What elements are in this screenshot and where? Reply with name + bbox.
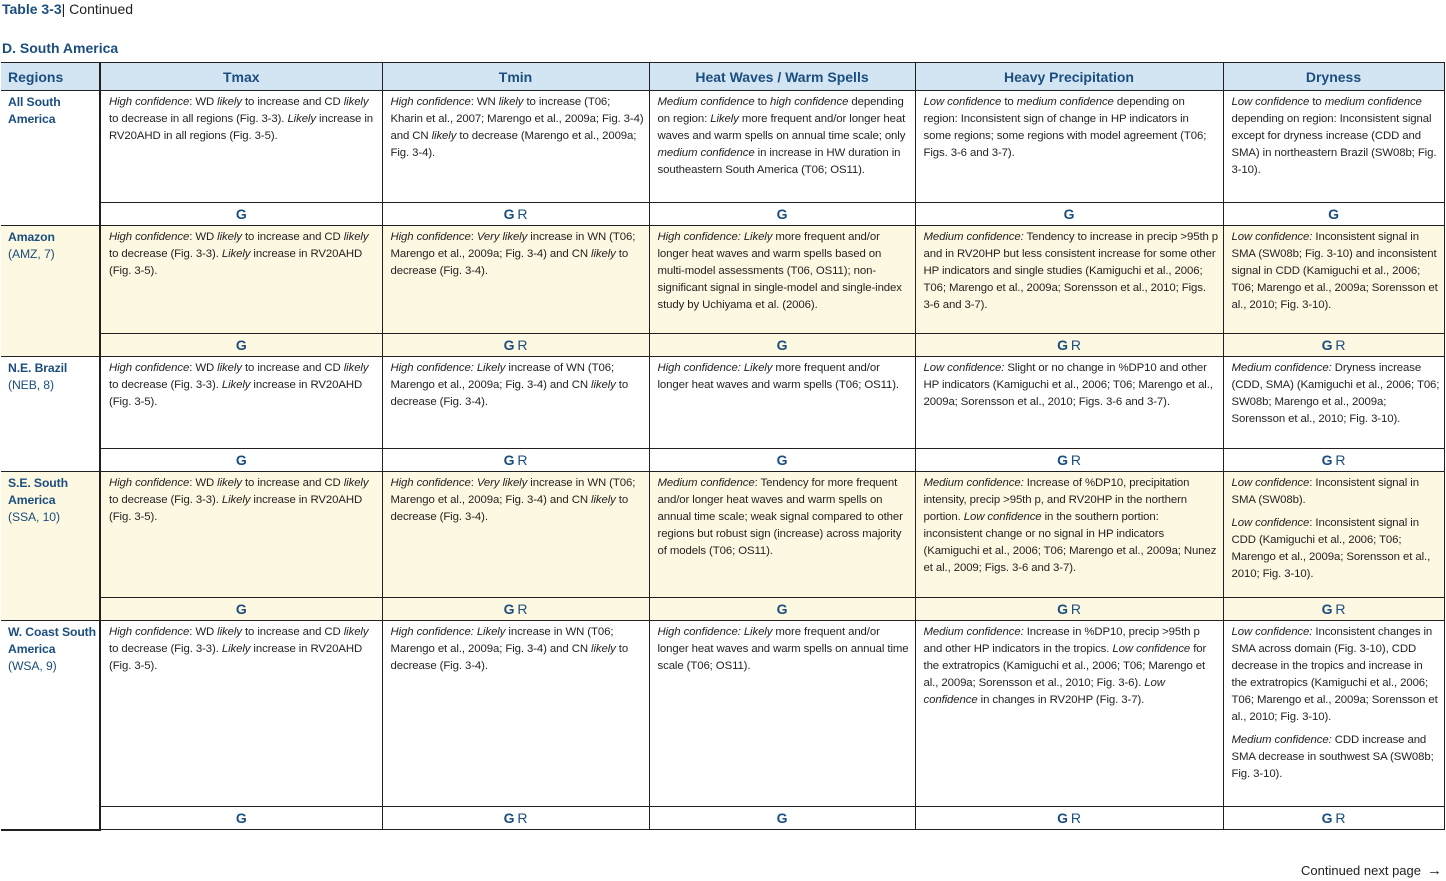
grade-r: R — [1070, 336, 1081, 353]
column-header-heat-waves: Heat Waves / Warm Spells — [649, 63, 915, 91]
table-row — [1, 226, 1444, 334]
region-name: W. Coast South America — [8, 625, 96, 656]
region-cell — [1, 91, 100, 226]
grade-g: G — [1057, 451, 1068, 468]
continued-next-page — [1301, 862, 1442, 880]
cell-heavy-precipitation: Medium confidence: Increase of %DP10, precipitation intensity, precip >95th p, and RV20HP in the northern portion. Low confidence in the southern portion: inconsistent change or no signal in HP indicators (Kamiguchi et al., 2006; T06; Marengo et al., 2009a; Nunez et al., 2009; Figs. 3-6 and 3-7). — [915, 472, 1223, 598]
grade-cell-dryness — [1223, 334, 1444, 357]
grade-cell-dryness — [1223, 807, 1444, 830]
cell-tmin: High confidence: Very likely increase in WN (T06; Marengo et al., 2009a; Fig. 3-4) and CN likely to decrease (Fig. 3-4). — [382, 226, 649, 334]
grade-g: G — [1063, 205, 1075, 222]
grade-cell-heavy-precipitation — [915, 449, 1223, 472]
column-header-tmax: Tmax — [100, 63, 382, 91]
cell-tmax: High confidence: WD likely to increase and CD likely to decrease (Fig. 3-3). Likely increase in RV20AHD (Fig. 3-5). — [100, 472, 382, 598]
column-header-dryness: Dryness — [1223, 63, 1444, 91]
grade-row — [1, 203, 1444, 226]
cell-tmax: High confidence: WD likely to increase and CD likely to decrease (Fig. 3-3). Likely increase in RV20AHD (Fig. 3-5). — [100, 226, 382, 334]
grade-g: G — [776, 809, 788, 826]
table-title — [2, 0, 133, 18]
grade-cell-dryness — [1223, 598, 1444, 621]
grade-r: R — [517, 336, 528, 353]
column-header-heavy-precipitation: Heavy Precipitation — [915, 63, 1223, 91]
grade-cell-tmax — [100, 807, 382, 830]
grade-g: G — [503, 809, 515, 826]
grade-cell-tmax — [100, 334, 382, 357]
region-cell — [1, 357, 100, 472]
grade-g: G — [1321, 336, 1333, 353]
region-code: (AMZ, 7) — [8, 247, 55, 261]
table-body — [1, 91, 1444, 830]
grade-r: R — [517, 809, 528, 826]
grade-g: G — [235, 451, 247, 468]
grade-g: G — [1057, 809, 1068, 826]
cell-heavy-precipitation: Medium confidence: Increase in %DP10, precip >95th p and other HP indicators in the tropics. Low confidence for the extratropics (Kamiguchi et al., 2006; T06; Marengo et al., 2009a; Sorensson et al., 2010; Fig. 3-6). Low confidence in changes in RV20HP (Fig. 3-7). — [915, 621, 1223, 807]
arrow-right-icon: → — [1427, 862, 1442, 879]
assessment-table — [1, 62, 1445, 831]
grade-g: G — [503, 205, 515, 222]
grade-cell-tmax — [100, 598, 382, 621]
cell-tmin: High confidence: Likely increase of WN (T06; Marengo et al., 2009a; Fig. 3-4) and CN likely to decrease (Fig. 3-4). — [382, 357, 649, 449]
grade-row — [1, 334, 1444, 357]
cell-tmin: High confidence: WN likely to increase (T06; Kharin et al., 2007; Marengo et al., 2009a; Fig. 3-4) and CN likely to decrease (Marengo et al., 2009a; Fig. 3-4). — [382, 91, 649, 203]
region-code: (SSA, 10) — [8, 510, 60, 524]
grade-cell-heat-waves — [649, 334, 915, 357]
grade-g: G — [235, 809, 247, 826]
cell-dryness: Low confidence: Inconsistent signal in SMA (SW08b; Fig. 3-10) and inconsistent signal in CDD (Kamiguchi et al., 2006; T06; Marengo et al., 2009a; Sorensson et al., 2010; Fig. 3-10). — [1223, 226, 1444, 334]
grade-g: G — [1321, 809, 1333, 826]
grade-g: G — [235, 205, 247, 222]
cell-heat-waves: Medium confidence to high confidence depending on region: Likely more frequent and/or longer heat waves and warm spells on annual time scale; only medium confidence in increase in HW duration in southeastern South America (T06; OS11). — [649, 91, 915, 203]
grade-r: R — [1070, 451, 1081, 468]
grade-cell-tmin — [382, 334, 649, 357]
region-code: (NEB, 8) — [8, 378, 54, 392]
cell-tmin: High confidence: Likely increase in WN (T06; Marengo et al., 2009a; Fig. 3-4) and CN likely to decrease (Fig. 3-4). — [382, 621, 649, 807]
cell-dryness: Low confidence: Inconsistent changes in SMA across domain (Fig. 3-10), CDD decrease in the tropics and increase in the extratropics (Kamiguchi et al., 2006; T06; Marengo et al., 2009a; Sorensson et al., 2010; Fig. 3-10). Medium confidence: CDD increase and SMA decrease in southwest SA (SW08b; Fig. 3-10). — [1223, 621, 1444, 807]
grade-cell-heat-waves — [649, 449, 915, 472]
cell-heat-waves: High confidence: Likely more frequent and/or longer heat waves and warm spells on annual time scale (T06; OS11). — [649, 621, 915, 807]
continued-next-label: Continued next page — [1301, 863, 1421, 878]
cell-tmin: High confidence: Very likely increase in WN (T06; Marengo et al., 2009a; Fig. 3-4) and CN likely to decrease (Fig. 3-4). — [382, 472, 649, 598]
grade-cell-dryness — [1223, 449, 1444, 472]
grade-cell-tmax — [100, 203, 382, 226]
grade-r: R — [517, 205, 528, 222]
cell-heat-waves: Medium confidence: Tendency for more frequent and/or longer heat waves and warm spells on annual time scale; weak signal compared to other regions but robust sign (increase) across majority of models (T06; OS11). — [649, 472, 915, 598]
grade-cell-tmin — [382, 203, 649, 226]
grade-r: R — [1335, 809, 1346, 826]
grade-cell-heat-waves — [649, 598, 915, 621]
section-title: D. South America — [2, 40, 119, 56]
cell-heavy-precipitation: Low confidence: Slight or no change in %DP10 and other HP indicators (Kamiguchi et al., 2006; T06; Marengo et al., 2009a; Sorensson et al., 2010; Figs. 3-6 and 3-7). — [915, 357, 1223, 449]
grade-g: G — [776, 205, 788, 222]
grade-r: R — [1335, 336, 1346, 353]
grade-g: G — [776, 451, 788, 468]
grade-cell-heavy-precipitation — [915, 807, 1223, 830]
region-cell — [1, 226, 100, 357]
table-row — [1, 472, 1444, 598]
grade-g: G — [503, 600, 515, 617]
grade-r: R — [1070, 600, 1081, 617]
grade-g: G — [1328, 205, 1339, 222]
continued-label: | Continued — [61, 1, 134, 17]
grade-r: R — [1070, 809, 1081, 826]
grade-g: G — [503, 336, 515, 353]
grade-g: G — [1057, 600, 1068, 617]
region-name: S.E. South America — [8, 476, 68, 507]
grade-cell-heat-waves — [649, 807, 915, 830]
cell-heat-waves: High confidence: Likely more frequent and/or longer heat waves and warm spells based on multi-model assessments (T06, OS11); non-significant signal in single-model and single-index study by Uchiyama et al. (2006). — [649, 226, 915, 334]
cell-heat-waves: High confidence: Likely more frequent and/or longer heat waves and warm spells (T06; OS11). — [649, 357, 915, 449]
cell-dryness: Medium confidence: Dryness increase (CDD, SMA) (Kamiguchi et al., 2006; T06; SW08b; Marengo et al., 2009a; Sorensson et al., 2010; Fig. 3-10). — [1223, 357, 1444, 449]
grade-cell-heat-waves — [649, 203, 915, 226]
grade-g: G — [503, 451, 515, 468]
cell-heavy-precipitation: Medium confidence: Tendency to increase in precip >95th p and in RV20HP but less consistent increase for some other HP indicators and single studies (Kamiguchi et al., 2006; T06; Marengo et al., 2009a; Sorensson et al., 2010; Figs. 3-6 and 3-7). — [915, 226, 1223, 334]
grade-cell-heavy-precipitation — [915, 203, 1223, 226]
table-label: Table 3-3 — [2, 1, 62, 17]
grade-g: G — [776, 336, 788, 353]
grade-g: G — [235, 600, 247, 617]
region-name: Amazon — [8, 230, 55, 244]
grade-r: R — [517, 451, 528, 468]
column-header-regions: Regions — [1, 63, 100, 91]
grade-cell-dryness — [1223, 203, 1444, 226]
grade-cell-tmin — [382, 598, 649, 621]
grade-r: R — [1335, 600, 1346, 617]
table-row — [1, 357, 1444, 449]
column-header-tmin: Tmin — [382, 63, 649, 91]
grade-row — [1, 449, 1444, 472]
grade-cell-heavy-precipitation — [915, 598, 1223, 621]
grade-g: G — [1321, 451, 1333, 468]
header-row — [1, 63, 1444, 91]
grade-g: G — [1057, 336, 1068, 353]
grade-r: R — [517, 600, 528, 617]
table-row — [1, 621, 1444, 807]
grade-g: G — [1321, 600, 1333, 617]
region-name: All South America — [8, 95, 61, 126]
grade-cell-tmax — [100, 449, 382, 472]
region-name: N.E. Brazil — [8, 361, 68, 375]
region-code: (WSA, 9) — [8, 659, 57, 673]
region-cell — [1, 621, 100, 830]
grade-cell-heavy-precipitation — [915, 334, 1223, 357]
grade-row — [1, 598, 1444, 621]
grade-row — [1, 807, 1444, 830]
cell-heavy-precipitation: Low confidence to medium confidence depending on region: Inconsistent sign of change in HP indicators in some regions; some regions with model agreement (T06; Figs. 3-6 and 3-7). — [915, 91, 1223, 203]
cell-dryness: Low confidence to medium confidence depending on region: Inconsistent signal except for dryness increase (CDD and SMA) in northeastern Brazil (SW08b; Fig. 3-10). — [1223, 91, 1444, 203]
table-row — [1, 91, 1444, 203]
cell-dryness: Low confidence: Inconsistent signal in SMA (SW08b). Low confidence: Inconsistent signal in CDD (Kamiguchi et al., 2006; T06; Marengo et al., 2009a; Sorensson et al., 2010; Fig. 3-10). — [1223, 472, 1444, 598]
region-cell — [1, 472, 100, 621]
grade-g: G — [235, 336, 247, 353]
cell-tmax: High confidence: WD likely to increase and CD likely to decrease in all regions (Fig. 3-3). Likely increase in RV20AHD in all regions (Fig. 3-5). — [100, 91, 382, 203]
cell-tmax: High confidence: WD likely to increase and CD likely to decrease (Fig. 3-3). Likely increase in RV20AHD (Fig. 3-5). — [100, 357, 382, 449]
grade-cell-tmin — [382, 449, 649, 472]
grade-cell-tmin — [382, 807, 649, 830]
grade-r: R — [1335, 451, 1346, 468]
cell-tmax: High confidence: WD likely to increase and CD likely to decrease (Fig. 3-3). Likely increase in RV20AHD (Fig. 3-5). — [100, 621, 382, 807]
grade-g: G — [776, 600, 788, 617]
